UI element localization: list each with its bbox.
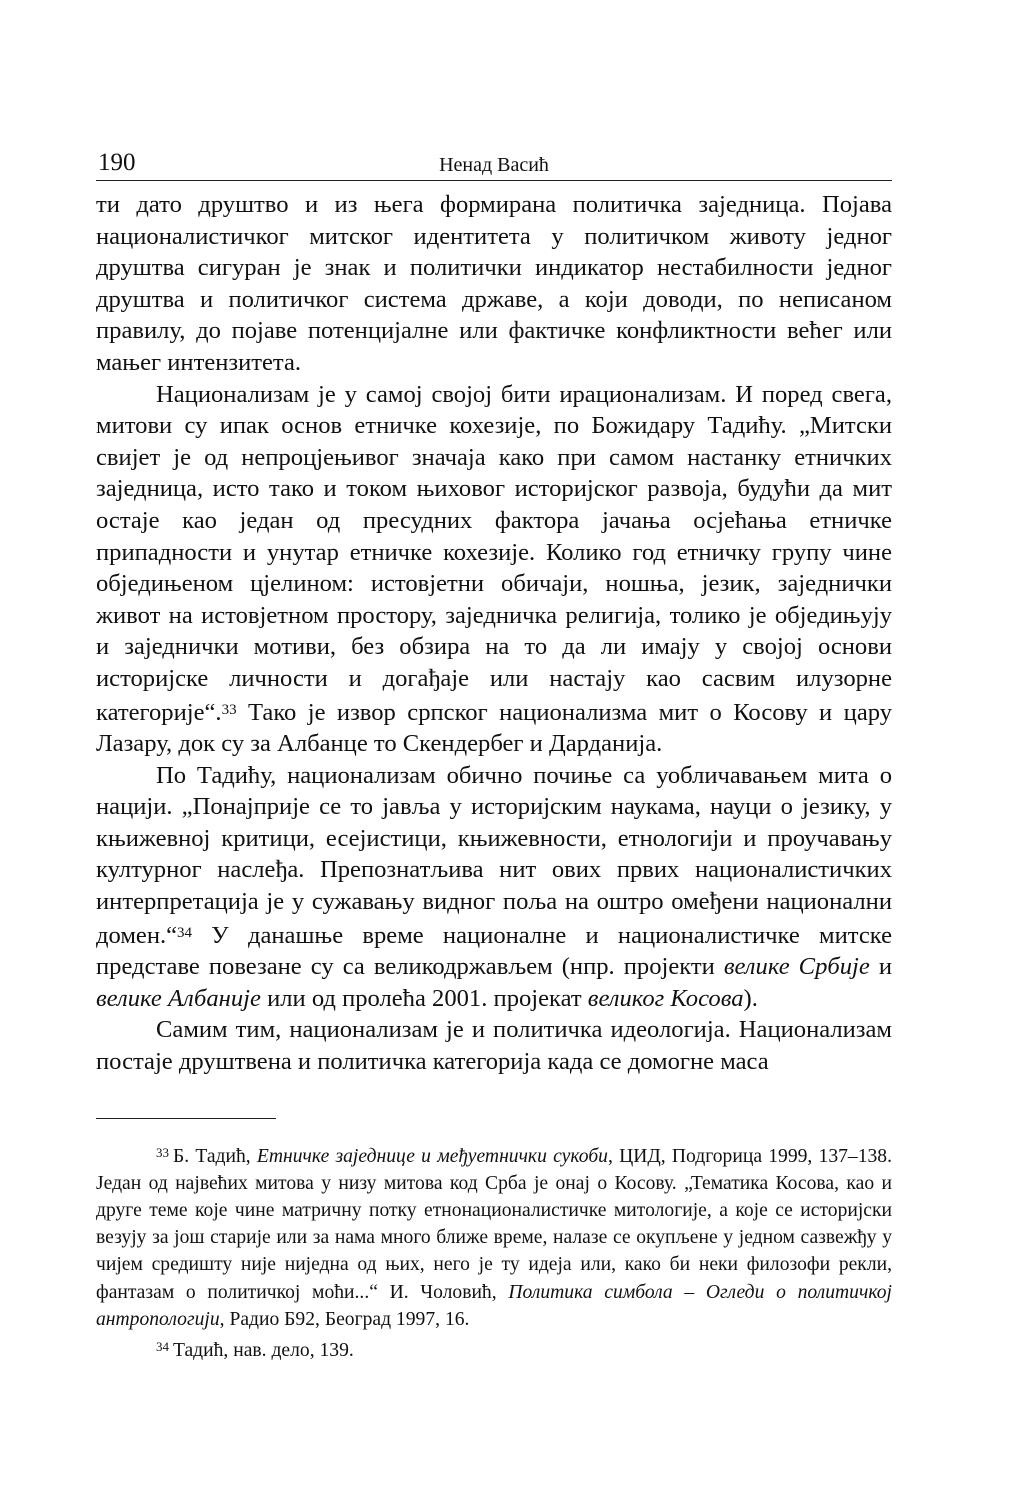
paragraph-3-text-b: У данашње време националне и националистичке митске представе повезане су са великодржављем (нпр. пројекти bbox=[96, 921, 892, 981]
paragraph-3 bbox=[96, 760, 892, 1015]
page-number: 190 bbox=[98, 149, 136, 176]
paragraph-3-text-c: и bbox=[869, 953, 893, 981]
paragraph-3-text-e: ). bbox=[743, 984, 758, 1012]
paragraph-2-text-b: Тако је извор српског национализма мит о Косову и цару Лазару, док су за Албанце то Скендербег и Дарданија. bbox=[96, 698, 892, 758]
footnote-33 bbox=[96, 1139, 892, 1333]
footnote-separator bbox=[96, 1118, 276, 1119]
footnote-34-text: Тадић, нав. дело, 139. bbox=[173, 1340, 354, 1362]
footnote-33-text-a: Б. Тадић, bbox=[173, 1145, 257, 1167]
paragraph-1: ти дато друштво и из њега формирана политичка заједница. Појава националистичког митског идентитета у политичком животу једног друштва сигуран је знак и политички индикатор нестабилности једног друштва и политичког система државе, а који доводи, по неписаном правилу, до појаве потенцијалне или фактичке конфликтности већег или мањег интензитета. bbox=[96, 191, 892, 376]
paragraph-2 bbox=[96, 379, 892, 760]
italic-term-velike-srbije: велике Србије bbox=[723, 953, 870, 981]
footnotes bbox=[96, 1139, 892, 1365]
page-header bbox=[96, 148, 892, 181]
footnote-ref-33: 33 bbox=[221, 701, 237, 718]
footnote-33-mark: 33 bbox=[156, 1144, 169, 1160]
footnote-ref-34: 34 bbox=[177, 924, 193, 941]
footnote-33-text-c: , Радио Б92, Београд 1997, 16. bbox=[219, 1308, 470, 1330]
footnote-33-title-1: Етничке заједнице и међуетнички сукоби bbox=[256, 1145, 608, 1167]
running-head-author: Ненад Васић bbox=[439, 154, 549, 176]
footnote-33-text-b: , ЦИД, Подгорица 1999, 137–138. Један од највећих митова у низу митова код Срба је онај о Косову. „Тематика Косова, као и друге теме које чине матричну потку етнонационалистичке митологије, а које се историјски везују за још старије или за нама много ближе време, налазе се окупљене у једном сазвежђу у чијем средишту није ниједна од њих, него је ту идеја или, како би неки филозофи рекли, фантазам о политичкој моћи...“ И. Чоловић, bbox=[96, 1145, 892, 1303]
footnote-34 bbox=[96, 1333, 892, 1364]
paragraph-2-text-a: Национализам је у самој својој бити ирационализам. И поред свега, митови су ипак основ етничке кохезије, по Божидару Тадићу. „Митски свијет је од непроцјењивог значаја како при самом настанку етничких заједница, исто тако и током њиховог историјског развоја, будући да мит остаје као један од пресудних фактора јачања осјећања етничке припадности и унутар етничке кохезије. Колико год етничку групу чине обједињеном цјелином: истовјетни обичаји, ношња, језик, заједнички живот на истовјетном простору, заједничка религија, толико је обједињују и заједнички мотиви, без обзира на то да ли имају у својој основи историјске личности и догађаје или настају као сасвим илузорне категорије“. bbox=[96, 380, 892, 726]
paragraph-4: Самим тим, национализам је и политичка идеологија. Национализам постаје друштвена и политичка категорија када се домогне маса bbox=[96, 1016, 892, 1076]
italic-term-velikog-kosova: великог Косова bbox=[587, 984, 744, 1012]
footnote-34-mark: 34 bbox=[156, 1339, 169, 1355]
paragraph-3-text-d: или од пролећа 2001. пројекат bbox=[260, 984, 588, 1012]
footnote-33-title-2: Политика симбола – Огледи о политичкој антропологији bbox=[96, 1281, 892, 1330]
book-page bbox=[96, 148, 892, 1364]
paragraph-3-text-a: По Тадићу, национализам обично почиње са уобличавањем мита о нацији. „Понајприје се то јавља у историјским наукама, науци о језику, у књижевној критици, есејистици, књижевности, етнологији и проучавању културног наслеђа. Препознатљива нит ових првих националистичких интерпретација је у сужавању видног поља на оштро омеђени национални домен.“ bbox=[96, 761, 892, 949]
italic-term-velike-albanije: велике Албаније bbox=[96, 984, 261, 1012]
body-text bbox=[96, 189, 892, 1078]
